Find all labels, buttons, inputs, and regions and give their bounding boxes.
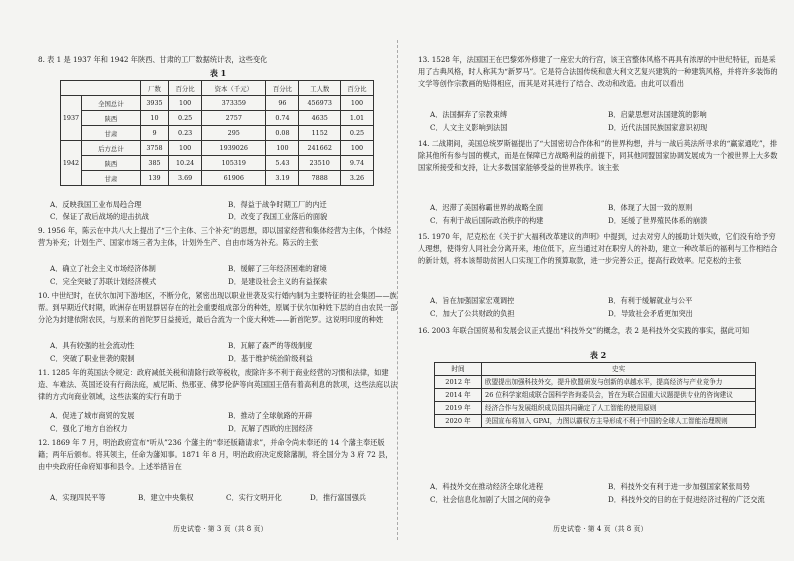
q8-option-b[interactable]: B．得益于战争时期工厂的内迁	[228, 200, 327, 209]
table-cell: 2757	[202, 111, 266, 126]
table-row	[61, 141, 374, 156]
q14-option-a[interactable]: A．迟滞了美国称霸世界的战略全面	[430, 203, 544, 212]
q10-option-b[interactable]: B．瓦解了森严的等级制度	[228, 341, 313, 350]
table-cell: 385	[140, 156, 168, 171]
q15-option-c[interactable]: C．加大了公共财政的负担	[430, 309, 515, 318]
table-cell: 9.74	[340, 156, 373, 171]
table-cell: 9	[140, 126, 168, 141]
year-cell: 2019 年	[435, 402, 482, 415]
table-2	[434, 362, 756, 428]
region-cell: 后方总计	[82, 141, 141, 156]
table-cell: 96	[266, 96, 299, 111]
region-cell: 全国总计	[82, 96, 141, 111]
q15-option-b[interactable]: B．有利于缓解就业与公平	[608, 296, 693, 305]
question-12-stem: 12. 1869 年 7 月，明治政府宣布“听从”236 个藩主的“奉还版籍请求”，并命令尚未奉还的 14 个藩主奉还版籍；两年后颁布。将其领主，任命为藩知事。1871 年 8 月，明治政府决定废除藩制，将全国分为 3 府 72 县，由中央政府任命府知事和县令。上述举措旨在	[38, 438, 393, 471]
q10-option-c[interactable]: C．突破了职业世袭的限制	[50, 354, 135, 363]
region-cell: 甘肃	[82, 171, 141, 186]
table-header-cell: 百分比	[169, 81, 202, 96]
question-8-stem: 8. 表 1 是 1937 年和 1942 年陕西、甘肃的工厂数据统计表，这些变化	[38, 55, 268, 64]
fact-cell: 经济合作与发展组织成员国共同确定了人工智能的使用原则	[482, 402, 756, 415]
q11-option-b[interactable]: B．推动了全球航路的开辟	[228, 411, 313, 420]
region-cell: 陕西	[82, 156, 141, 171]
table-row	[61, 156, 374, 171]
q8-option-d[interactable]: D．改变了我国工业落后的面貌	[228, 212, 328, 221]
table-cell: 100	[169, 96, 202, 111]
table-cell: 0.25	[340, 126, 373, 141]
table-row	[435, 415, 756, 428]
q11-option-d[interactable]: D．瓦解了西欧的庄园经济	[228, 424, 313, 433]
q13-option-c[interactable]: C．人文主义影响到法国	[430, 123, 508, 132]
table-cell: 23510	[299, 156, 341, 171]
table-cell: 10.24	[169, 156, 202, 171]
table-header-cell: 资本（千元）	[202, 81, 266, 96]
table-row	[435, 376, 756, 389]
q9-option-c[interactable]: C．完全突破了苏联计划经济模式	[50, 277, 157, 286]
question-13-stem: 13. 1528 年，法国国王在巴黎郊外修建了一座宏大的行宫，该王宫整体风格不再具有浓厚的中世纪特征，而是采用了古典风格，时人称其为“新罗马”。它是符合法国传统和意大利文艺复兴建筑的一种建筑风格，并将许多装饰的文学等创作宗教画的贴得相应，而其是对其进行了结合、改动和改造。由此可以看出	[418, 55, 778, 88]
region-cell: 甘肃	[82, 126, 141, 141]
question-16-stem: 16. 2003 年联合国贸易和发展会议正式提出“科技外交”的概念，表 2 是科技外交实践的事实，据此可知	[418, 326, 750, 335]
table-cell: 4635	[299, 111, 341, 126]
table-cell: 1152	[299, 126, 341, 141]
table-cell: 3.26	[340, 171, 373, 186]
q8-option-c[interactable]: C．保证了敌后战场的迎击抗战	[50, 212, 149, 221]
table-header-cell: 百分比	[266, 81, 299, 96]
table-cell: 61906	[202, 171, 266, 186]
question-10-stem: 10. 中世纪时，在伏尔加河下游地区，不断分化，紧密出现以职业世袭及实行婚内制为主要特征的社会集团——族帮。到早期近代时期，欧洲存在明显群居存在的社会重要组成部分的种姓，原属于伏尔加种姓下层的自由农民一部分沦为封建依附农民，与原来的首陀罗日益接近，最后合流为一个庞大种姓——新首陀罗。这说明印度的种姓	[38, 291, 398, 324]
table-header-row	[435, 363, 756, 376]
q13-option-d[interactable]: D．近代法国民族国家意识初现	[608, 123, 708, 132]
table-header-row	[61, 81, 374, 96]
table-cell: 1939026	[202, 141, 266, 156]
table-cell: 1.01	[340, 111, 373, 126]
q10-option-d[interactable]: D．基于维护统治阶级利益	[228, 354, 313, 363]
table-cell: 105319	[202, 156, 266, 171]
table-header-cell: 时间	[435, 363, 482, 376]
q16-option-a[interactable]: A．科技外交在推动经济全球化进程	[430, 482, 544, 491]
table-cell: 100	[266, 141, 299, 156]
table-row	[435, 389, 756, 402]
table-2-caption: 表 2	[589, 350, 607, 360]
q15-option-d[interactable]: D．导致社会矛盾更加突出	[608, 309, 693, 318]
table-header-cell: 百分比	[340, 81, 373, 96]
question-9-stem: 9. 1956 年，陈云在中共八大上提出了“三个主体、三个补充”的思想，即以国家经营和集体经营为主体，个体经营为补充；计划生产、国家市场三者为主体，计划外生产、自由市场为补充。陈云的主张	[38, 226, 392, 247]
region-cell: 陕西	[82, 111, 141, 126]
q12-option-b[interactable]: B．建立中央集权	[138, 493, 194, 502]
page-divider	[397, 40, 398, 540]
q14-option-c[interactable]: C．有利于战后国际政治秩序的构建	[430, 216, 544, 225]
table-header-cell	[61, 81, 141, 96]
q12-option-c[interactable]: C．实行文明开化	[226, 493, 282, 502]
q9-option-b[interactable]: B．缓解了三年经济困难的窘境	[228, 264, 327, 273]
q9-option-a[interactable]: A．确立了社会主义市场经济体制	[50, 264, 156, 273]
table-row	[61, 96, 374, 111]
q15-option-a[interactable]: A．旨在加强国家宏观调控	[430, 296, 515, 305]
table-cell: 7888	[299, 171, 341, 186]
q12-option-d[interactable]: D．推行富国强兵	[310, 493, 367, 502]
question-11-stem: 11. 1285 年的英国法令规定：政府减低关税和清除行政等税收，废除许多不利于商业经营的习惯和法律，如建造、车难法、英国还设有行商法庭，威尼斯、热那亚、佛罗伦萨等向英国国王借有着高利息的款项，这些法庭以法律的方式向商业领域，这些法案的实行有助于	[38, 368, 398, 401]
table-cell: 3.19	[266, 171, 299, 186]
table-row	[61, 171, 374, 186]
year-cell: 1937	[61, 96, 82, 141]
fact-cell: 26 位科学家组成联合国科学咨询委员会，旨在为联合国重大议题提供专业的咨询建议	[482, 389, 756, 402]
q14-option-d[interactable]: D．延缓了世界殖民体系的崩溃	[608, 216, 708, 225]
table-1	[60, 80, 374, 186]
q10-option-a[interactable]: A．具有较强的社会流动性	[50, 341, 135, 350]
table-cell: 3.69	[169, 171, 202, 186]
table-header-cell: 工人数	[299, 81, 341, 96]
table-cell: 139	[140, 171, 168, 186]
table-cell: 5.43	[266, 156, 299, 171]
q8-option-a[interactable]: A．反映我国工业布局趋合理	[50, 200, 142, 209]
q11-option-c[interactable]: C．强化了地方自治权力	[50, 424, 128, 433]
year-cell: 1942	[61, 141, 82, 186]
table-header-cell: 史实	[482, 363, 756, 376]
q13-option-a[interactable]: A．法国摒弃了宗教束缚	[430, 110, 508, 119]
table-row	[61, 111, 374, 126]
q16-option-d[interactable]: D．科技外交的目的在于促进经济过程的广泛交流	[608, 495, 765, 504]
q12-option-a[interactable]: A．实现四民平等	[50, 493, 106, 502]
question-15-stem: 15. 1970 年，尼克松在《关于扩大福利改革建议的声明》中提到，过去对穷人的援助计划失败，它们没有给予穷人理想，使得穷人同社会分离开来，地位低下，应当通过对在职穷人的补助，建立一种改革后的福利与工作相结合的新计划，将本该帮助贫困人口实现工作的预算取款，进一步完善公正，提高行政效率。尼克松的主张	[418, 232, 778, 265]
fact-cell: 美国宣布将加入 GPAI，力图以霸权方主导形成不利于中国的全球人工智能治理规则	[482, 415, 756, 428]
page-footer: 历史试卷 · 第 3 页（共 8 页）	[173, 525, 268, 533]
q16-option-b[interactable]: B．科技外交有利于进一步加强国家紧张局势	[608, 482, 750, 491]
table-cell: 0.25	[169, 111, 202, 126]
table-1-caption: 表 1	[209, 68, 227, 78]
table-header-cell: 厂数	[140, 81, 168, 96]
table-cell: 373359	[202, 96, 266, 111]
table-cell: 0.23	[169, 126, 202, 141]
table-cell: 10	[140, 111, 168, 126]
table-row	[61, 126, 374, 141]
page-footer: 历史试卷 · 第 4 页（共 8 页）	[553, 525, 648, 533]
table-cell: 100	[169, 141, 202, 156]
q14-option-b[interactable]: B．体现了大国一致的原则	[608, 203, 693, 212]
table-cell: 100	[340, 96, 373, 111]
table-cell: 241662	[299, 141, 341, 156]
table-cell: 100	[340, 141, 373, 156]
question-14-stem: 14. 二战期间，美国总统罗斯福提出了“大国密切合作体和”的世界构想，并与一战后英法所寻求的“赢家通吃”，排除其他所有参与国的模式，而是在保障已方战略利益的前提下，同其他同盟国家协调发展成为一个被世界上大多数国家所接受和支持，让大多数国家能够受益的世界秩序。该主张	[418, 139, 778, 172]
table-row	[435, 402, 756, 415]
table-cell: 0.08	[266, 126, 299, 141]
q16-option-c[interactable]: C．社会信息化加剧了大国之间的竞争	[430, 495, 551, 504]
table-cell: 3758	[140, 141, 168, 156]
q11-option-a[interactable]: A．促进了城市商贸的发展	[50, 411, 135, 420]
table-cell: 3935	[140, 96, 168, 111]
year-cell: 2014 年	[435, 389, 482, 402]
q13-option-b[interactable]: B．启蒙思想对法国建筑的影响	[608, 110, 707, 119]
fact-cell: 欧盟提出加强科技外交，提升欧盟研发与创新的卓越水平，提高经济与产业竞争力	[482, 376, 756, 389]
year-cell: 2012 年	[435, 376, 482, 389]
table-cell: 0.74	[266, 111, 299, 126]
table-cell: 295	[202, 126, 266, 141]
table-cell: 456973	[299, 96, 341, 111]
q9-option-d[interactable]: D．是建设社会主义的有益探索	[228, 277, 328, 286]
year-cell: 2020 年	[435, 415, 482, 428]
